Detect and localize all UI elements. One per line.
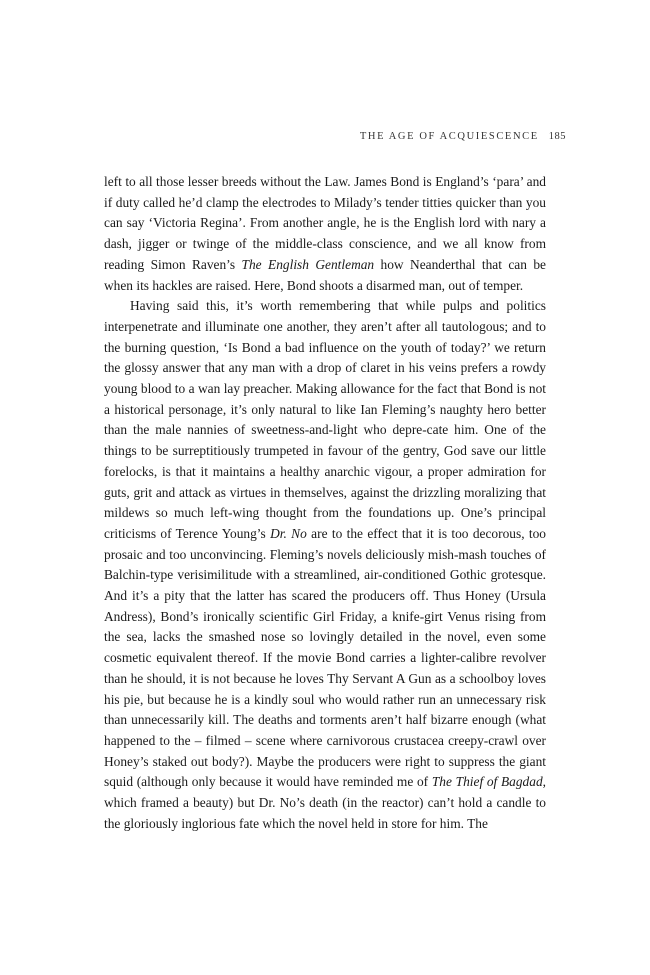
body-text [104, 172, 546, 835]
italic-title-dr-no: Dr. No [270, 525, 307, 541]
running-head-title: THE AGE OF ACQUIESCENCE [359, 131, 539, 142]
italic-title-the-thief-of-bagdad: The Thief of Bagdad [431, 774, 543, 790]
text-run: how Neanderthal that can be when its hackles are raised. Here, Bond shoots a disarmed man, out of temper. [104, 256, 547, 293]
running-head [360, 131, 566, 142]
text-run: Having said this, it’s worth remembering that while pulps and politics interpenetrate and illuminate one another, they aren’t after all tautologous; and to the burning question, ‘Is Bond a bad influence on the youth of today?’ we return the glossy answer that any man with a drop of claret in his veins prefers a rowdy young blood to a wan lay preacher. Making allowance for the fact that Bond is not a historical personage, it’s only natural to like Ian Fleming’s naughty hero better than the male nannies of sweetness-and-light who depre-cate him. One of the things to be surreptitiously trumpeted in favour of the gentry, God save our little forelocks, is that it maintains a healthy anarchic vigour, a proper admiration for guts, grit and attack as virtues in themselves, against the drizzling moralizing that mildews so much left-wing thought from the foundations up. One’s principal criticisms of Terence Young’s [104, 298, 546, 541]
italic-title-the-english-gentleman: The English Gentleman [241, 256, 375, 272]
text-run: , which framed a beauty) but Dr. No’s death (in the reactor) can’t hold a candle to the gloriously inglorious fate which the novel held in store for him. The [104, 774, 546, 831]
paragraph-2 [104, 296, 546, 834]
text-run: left to all those lesser breeds without the Law. James Bond is England’s ‘para’ and if duty called he’d clamp the electrodes to Milady’s tender titties quicker than you can say ‘Victoria Regina’. From another angle, he is the English lord with nary a dash, jigger or twinge of the middle-class conscience, and we all know from reading Simon Raven’s [104, 174, 546, 272]
page-number: 185 [548, 131, 566, 142]
text-run: are to the effect that it is too decorous, too prosaic and too unconvincing. Fleming’s novels deliciously mish-mash touches of Balchin-type verisimilitude with a streamlined, air-conditioned Gothic grotesque. And it’s a pity that the latter has scared the producers off. Thus Honey (Ursula Andress), Bond’s ironically scientific Girl Friday, a knife-girt Venus rising from the sea, lacks the smashed nose so lovingly detailed in the novel, even some cosmetic equivalent thereof. If the movie Bond carries a lighter-calibre revolver than he should, it is not because he loves Thy Servant A Gun as a schoolboy loves his pie, but because he is a kindly soul who would rather run an unnecessary risk than unnecessarily kill. The deaths and torments aren’t half bizarre enough (what happened to the – filmed – scene where carnivorous crustacea creepy-crawl over Honey’s staked out body?). Maybe the producers were right to suppress the giant squid (although only because it would have reminded me of [104, 525, 546, 790]
paragraph-1 [104, 172, 546, 296]
